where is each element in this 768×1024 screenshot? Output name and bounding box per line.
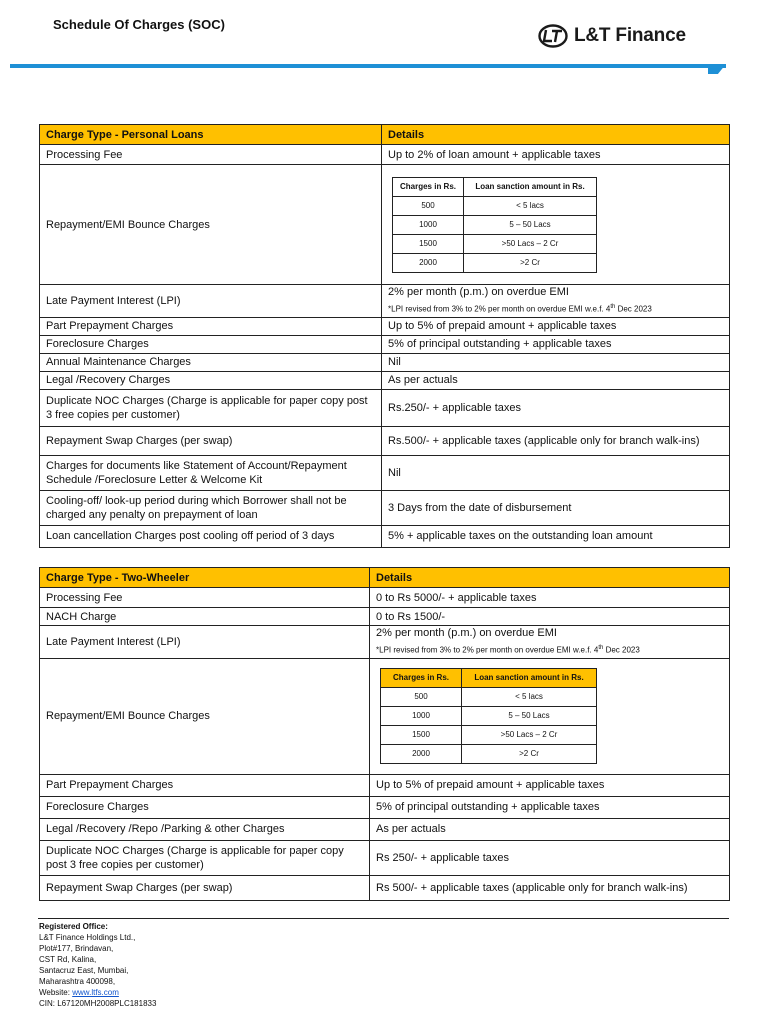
address-line: CST Rd, Kalina, xyxy=(39,955,97,964)
bounce-charge: 1000 xyxy=(393,215,464,234)
col-header-details: Details xyxy=(370,568,730,588)
header-divider-tip xyxy=(708,64,726,74)
table-row xyxy=(40,875,730,900)
lpi-revision-note: *LPI revised from 3% to 2% per month on overdue EMI w.e.f. 4th Dec 2023 xyxy=(388,304,652,314)
charge-detail: Rs 500/- + applicable taxes (applicable only for branch walk-ins) xyxy=(370,875,730,900)
charge-detail: 5% + applicable taxes on the outstanding loan amount xyxy=(382,525,730,547)
charge-label: Duplicate NOC Charges (Charge is applicable for paper copy post 3 free copies per customer) xyxy=(40,389,382,426)
company-logo xyxy=(538,24,686,48)
charge-label: Processing Fee xyxy=(40,588,370,608)
two-wheeler-table xyxy=(39,567,730,901)
charge-detail: 3 Days from the date of disbursement xyxy=(382,490,730,525)
logo-text: L&T Finance xyxy=(574,25,686,46)
table-row xyxy=(40,490,730,525)
registered-office xyxy=(39,921,156,1009)
charge-detail: Nil xyxy=(382,455,730,490)
bounce-charges-table xyxy=(392,177,597,273)
charge-detail xyxy=(382,165,730,285)
charge-label: Foreclosure Charges xyxy=(40,335,382,353)
bounce-sanction: >50 Lacs – 2 Cr xyxy=(462,726,597,745)
charge-label: Cooling-off/ look-up period during which Borrower shall not be charged any penalty on prepayment of loan xyxy=(40,490,382,525)
bounce-charge: 1500 xyxy=(393,234,464,253)
personal-loans-table xyxy=(39,124,730,548)
bounce-charge: 500 xyxy=(393,196,464,215)
charge-label: Legal /Recovery Charges xyxy=(40,371,382,389)
charge-label: Loan cancellation Charges post cooling off period of 3 days xyxy=(40,525,382,547)
col-header-charge-type: Charge Type - Personal Loans xyxy=(40,125,382,145)
charge-detail: Rs.500/- + applicable taxes (applicable only for branch walk-ins) xyxy=(382,426,730,455)
charge-label: Repayment Swap Charges (per swap) xyxy=(40,875,370,900)
table-row xyxy=(40,840,730,875)
charge-detail xyxy=(370,626,730,659)
lpi-revision-note: *LPI revised from 3% to 2% per month on overdue EMI w.e.f. 4th Dec 2023 xyxy=(376,645,640,655)
address-line: Plot#177, Brindavan, xyxy=(39,944,114,953)
table-row xyxy=(40,796,730,818)
table-row xyxy=(40,317,730,335)
table-row xyxy=(40,774,730,796)
table-header-row xyxy=(40,568,730,588)
table-row xyxy=(40,371,730,389)
address-line: Santacruz East, Mumbai, xyxy=(39,966,129,975)
charge-label: Late Payment Interest (LPI) xyxy=(40,285,382,318)
bounce-charge: 2000 xyxy=(381,745,462,764)
address-line: Maharashtra 400098, xyxy=(39,977,116,986)
charge-label: Processing Fee xyxy=(40,145,382,165)
bounce-col-charges: Charges in Rs. xyxy=(381,669,462,688)
bounce-sanction: < 5 lacs xyxy=(464,196,597,215)
table-row xyxy=(40,285,730,318)
registered-office-heading: Registered Office: xyxy=(39,922,108,931)
charge-detail: 0 to Rs 5000/- + applicable taxes xyxy=(370,588,730,608)
bounce-sanction: < 5 lacs xyxy=(462,688,597,707)
charge-label: Late Payment Interest (LPI) xyxy=(40,626,370,659)
charge-label: Repayment/EMI Bounce Charges xyxy=(40,658,370,774)
table-row xyxy=(40,626,730,659)
charge-label: Repayment/EMI Bounce Charges xyxy=(40,165,382,285)
lpi-rate: 2% per month (p.m.) on overdue EMI xyxy=(388,286,569,298)
lpi-rate: 2% per month (p.m.) on overdue EMI xyxy=(376,627,557,639)
charge-label: Annual Maintenance Charges xyxy=(40,353,382,371)
page-title: Schedule Of Charges (SOC) xyxy=(53,17,225,32)
charge-detail: Nil xyxy=(382,353,730,371)
charge-label: NACH Charge xyxy=(40,608,370,626)
charge-detail xyxy=(370,658,730,774)
table-row xyxy=(40,426,730,455)
bounce-sanction: 5 – 50 Lacs xyxy=(464,215,597,234)
website-line: Website: www.ltfs.com xyxy=(39,988,119,997)
address-line: L&T Finance Holdings Ltd., xyxy=(39,933,136,942)
bounce-col-sanction: Loan sanction amount in Rs. xyxy=(462,669,597,688)
charge-detail: As per actuals xyxy=(382,371,730,389)
bounce-charge: 1500 xyxy=(381,726,462,745)
charge-detail: As per actuals xyxy=(370,818,730,840)
website-link[interactable]: www.ltfs.com xyxy=(72,988,119,997)
footer-divider xyxy=(38,918,729,919)
col-header-details: Details xyxy=(382,125,730,145)
bounce-charge: 500 xyxy=(381,688,462,707)
table-row xyxy=(40,165,730,285)
table-row xyxy=(40,455,730,490)
bounce-charge: 2000 xyxy=(393,253,464,272)
charge-label: Duplicate NOC Charges (Charge is applicable for paper copy post 3 free copies per customer) xyxy=(40,840,370,875)
bounce-col-sanction: Loan sanction amount in Rs. xyxy=(464,177,597,196)
table-row xyxy=(40,145,730,165)
table-row xyxy=(40,658,730,774)
bounce-sanction: >50 Lacs – 2 Cr xyxy=(464,234,597,253)
charge-detail: 5% of principal outstanding + applicable taxes xyxy=(370,796,730,818)
charge-label: Part Prepayment Charges xyxy=(40,774,370,796)
table-row xyxy=(40,353,730,371)
bounce-sanction: >2 Cr xyxy=(464,253,597,272)
charge-label: Charges for documents like Statement of Account/Repayment Schedule /Foreclosure Letter & Welcome Kit xyxy=(40,455,382,490)
header-divider xyxy=(10,64,726,68)
bounce-col-charges: Charges in Rs. xyxy=(393,177,464,196)
lt-logo-icon xyxy=(538,24,568,48)
charge-label: Foreclosure Charges xyxy=(40,796,370,818)
cin-number: CIN: L67120MH2008PLC181833 xyxy=(39,999,157,1008)
charge-label: Part Prepayment Charges xyxy=(40,317,382,335)
charge-detail xyxy=(382,285,730,318)
charge-detail: Up to 5% of prepaid amount + applicable taxes xyxy=(382,317,730,335)
charge-detail: Rs 250/- + applicable taxes xyxy=(370,840,730,875)
table-row xyxy=(40,389,730,426)
table-row xyxy=(40,588,730,608)
bounce-charge: 1000 xyxy=(381,707,462,726)
charge-detail: Rs.250/- + applicable taxes xyxy=(382,389,730,426)
bounce-charges-table xyxy=(380,668,597,764)
charge-detail: Up to 2% of loan amount + applicable taxes xyxy=(382,145,730,165)
table-row xyxy=(40,608,730,626)
bounce-sanction: 5 – 50 Lacs xyxy=(462,707,597,726)
table-row xyxy=(40,818,730,840)
col-header-charge-type: Charge Type - Two-Wheeler xyxy=(40,568,370,588)
table-row xyxy=(40,335,730,353)
charge-label: Repayment Swap Charges (per swap) xyxy=(40,426,382,455)
table-header-row xyxy=(40,125,730,145)
charge-label: Legal /Recovery /Repo /Parking & other Charges xyxy=(40,818,370,840)
bounce-sanction: >2 Cr xyxy=(462,745,597,764)
charge-detail: 0 to Rs 1500/- xyxy=(370,608,730,626)
charge-detail: 5% of principal outstanding + applicable taxes xyxy=(382,335,730,353)
table-row xyxy=(40,525,730,547)
charge-detail: Up to 5% of prepaid amount + applicable taxes xyxy=(370,774,730,796)
